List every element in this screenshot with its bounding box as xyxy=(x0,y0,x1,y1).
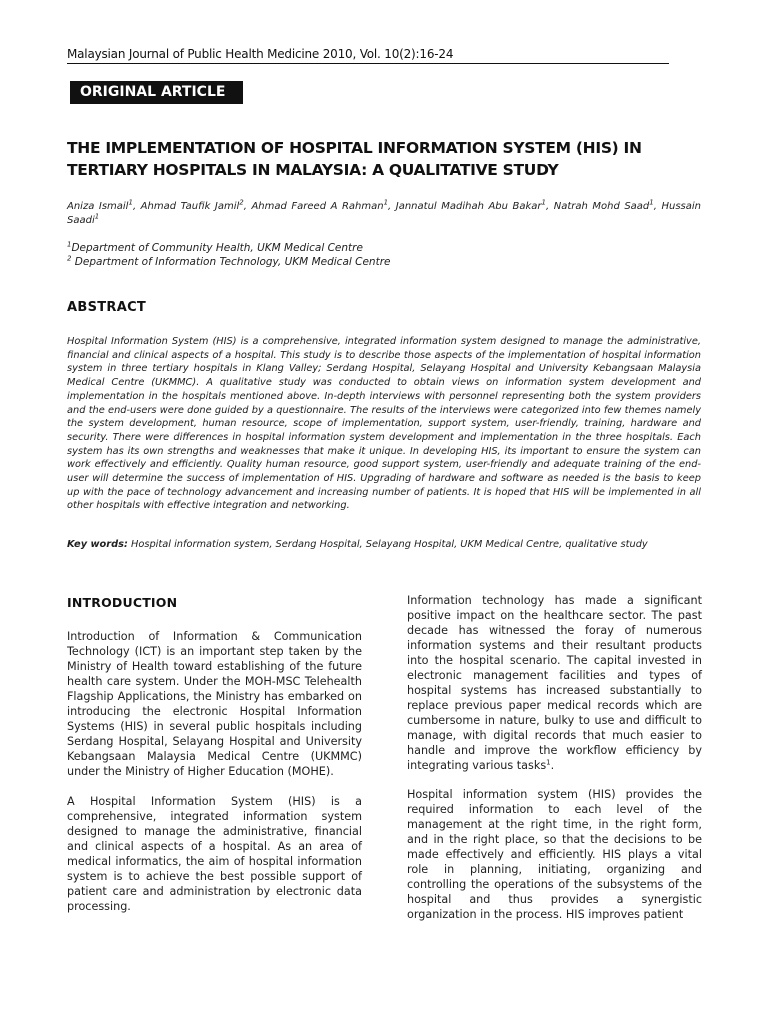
author-name: Jannatul Madihah Abu Bakar xyxy=(395,201,542,212)
author-affiliation-mark: 1 xyxy=(649,198,654,207)
article-title xyxy=(67,137,707,181)
reference-mark: 1 xyxy=(546,758,551,767)
author-affiliation-mark: 1 xyxy=(383,198,389,207)
keywords-text: Hospital information system, Serdang Hospital, Selayang Hospital, UKM Medical Centre, qualitative study xyxy=(127,539,648,550)
title-line-1: THE IMPLEMENTATION OF HOSPITAL INFORMATION SYSTEM (HIS) IN xyxy=(67,139,642,157)
affiliation-text: Department of Community Health, UKM Medical Centre xyxy=(71,242,363,254)
intro-paragraph-3-text: Information technology has made a significant positive impact on the healthcare sector. The past decade has witnessed the foray of numerous information systems and their resultant products into the hospital scenario. The capital invested in electronic management facilities and types of hospital systems has increased substantially to replace previous paper medical records which are cumbersome in nature, bulky to use and difficult to manage, with digital records that much easier to handle and improve the workflow efficiency by integrating various tasks xyxy=(407,594,702,772)
intro-paragraph-2: A Hospital Information System (HIS) is a comprehensive, integrated information system designed to manage the administrative, financial and clinical aspects of a hospital. As an area of medical informatics, the aim of hospital information system is to achieve the best possible support of patient care and administration by electronic data processing. xyxy=(67,795,362,913)
intro-paragraph-3-end: . xyxy=(550,759,555,772)
author-name: Aniza Ismail xyxy=(67,201,129,212)
author-affiliation-mark: 1 xyxy=(128,198,133,207)
abstract-text: Hospital Information System (HIS) is a comprehensive, integrated information system designed to manage the administrative, financial and clinical aspects of a hospital. This study is to describe those aspects of the implementation of hospital information system in three tertiary hospitals in Klang Valley; Serdang Hospital, Selayang Hospital and University Kebangsaan Malaysia Medical Centre (UKMMC). A qualitative study was conducted to obtain views on information system development and implementation in the hospitals mentioned above. In-depth interviews with personnel representing both the system providers and the end-users were done guided by a questionnaire. The results of the interviews were categorized into few themes namely the system development, human resource, scope of implementation, support system, user-friendly, training, hardware and security. There were differences in hospital information system development and implementation in the three hospitals. Each system has its own strengths and weaknesses that make it unique. In developing HIS, its important to ensure the system can work effectively and efficiently. Quality human resource, good support system, user-friendly and adequate training of the end-user will determine the success of implementation of HIS. Upgrading of hardware and software as needed is the basis to keep up with the pace of technology advancement and increasing number of patients. It is hoped that HIS will be implemented in all other hospitals with effective integration and networking. xyxy=(67,336,701,512)
author-affiliation-mark: 1 xyxy=(94,212,100,221)
keywords xyxy=(67,538,701,552)
keywords-label: Key words: xyxy=(67,539,128,550)
author-list: Aniza Ismail$^1$, Ahmad Taufik Jamil$^2$, Ahmad Fareed A Rahman$^1$, Jannatul Madihah Abu Bakar$^1$, Natrah Mohd Saad$^1$, Hussain Saadi$^1$ xyxy=(67,198,701,226)
intro-paragraph-1: Introduction of Information & Communication Technology (ICT) is an important step taken by the Ministry of Health toward establishing of the future health care system. Under the MOH-MSC Telehealth Flagship Applications, the Ministry has embarked on introducing the electronic Hospital Information Systems (HIS) in several public hospitals including Serdang Hospital, Selayang Hospital and University Kebangsaan Malaysia Medical Centre (UKMMC) under the Ministry of Higher Education (MOHE). xyxy=(67,630,362,778)
affiliation-text: Department of Information Technology, UKM Medical Centre xyxy=(71,256,391,268)
author-name: Natrah Mohd Saad xyxy=(553,201,650,212)
affiliation-item xyxy=(67,255,701,269)
intro-paragraph-4: Hospital information system (HIS) provides the required information to each level of the management at the right time, in the right form, and in the right place, so that the decisions to be made effectively and efficiently. HIS plays a vital role in planning, initiating, organizing and controlling the operations of the subsystems of the hospital and thus provides a synergistic organization in the process. HIS improves patient xyxy=(407,788,702,921)
author-name: Hussain Saadi xyxy=(67,201,701,226)
author-affiliation-mark: 1 xyxy=(541,198,546,207)
abstract-heading: ABSTRACT xyxy=(67,300,147,315)
author-name: Ahmad Taufik Jamil xyxy=(140,201,240,212)
author-name: Ahmad Fareed A Rahman xyxy=(251,201,384,212)
title-line-2: TERTIARY HOSPITALS IN MALAYSIA: A QUALITATIVE STUDY xyxy=(67,161,559,179)
affiliation-list xyxy=(67,241,701,269)
intro-paragraph-3 xyxy=(407,593,702,773)
affiliation-number: 1 xyxy=(67,240,72,249)
affiliation-item xyxy=(67,241,701,255)
article-type-badge: ORIGINAL ARTICLE xyxy=(70,81,243,104)
author-affiliation-mark: 2 xyxy=(239,198,244,207)
journal-header: Malaysian Journal of Public Health Medicine 2010, Vol. 10(2):16-24 xyxy=(67,47,669,64)
introduction-heading: INTRODUCTION xyxy=(67,595,178,610)
affiliation-number: 2 xyxy=(67,254,72,263)
